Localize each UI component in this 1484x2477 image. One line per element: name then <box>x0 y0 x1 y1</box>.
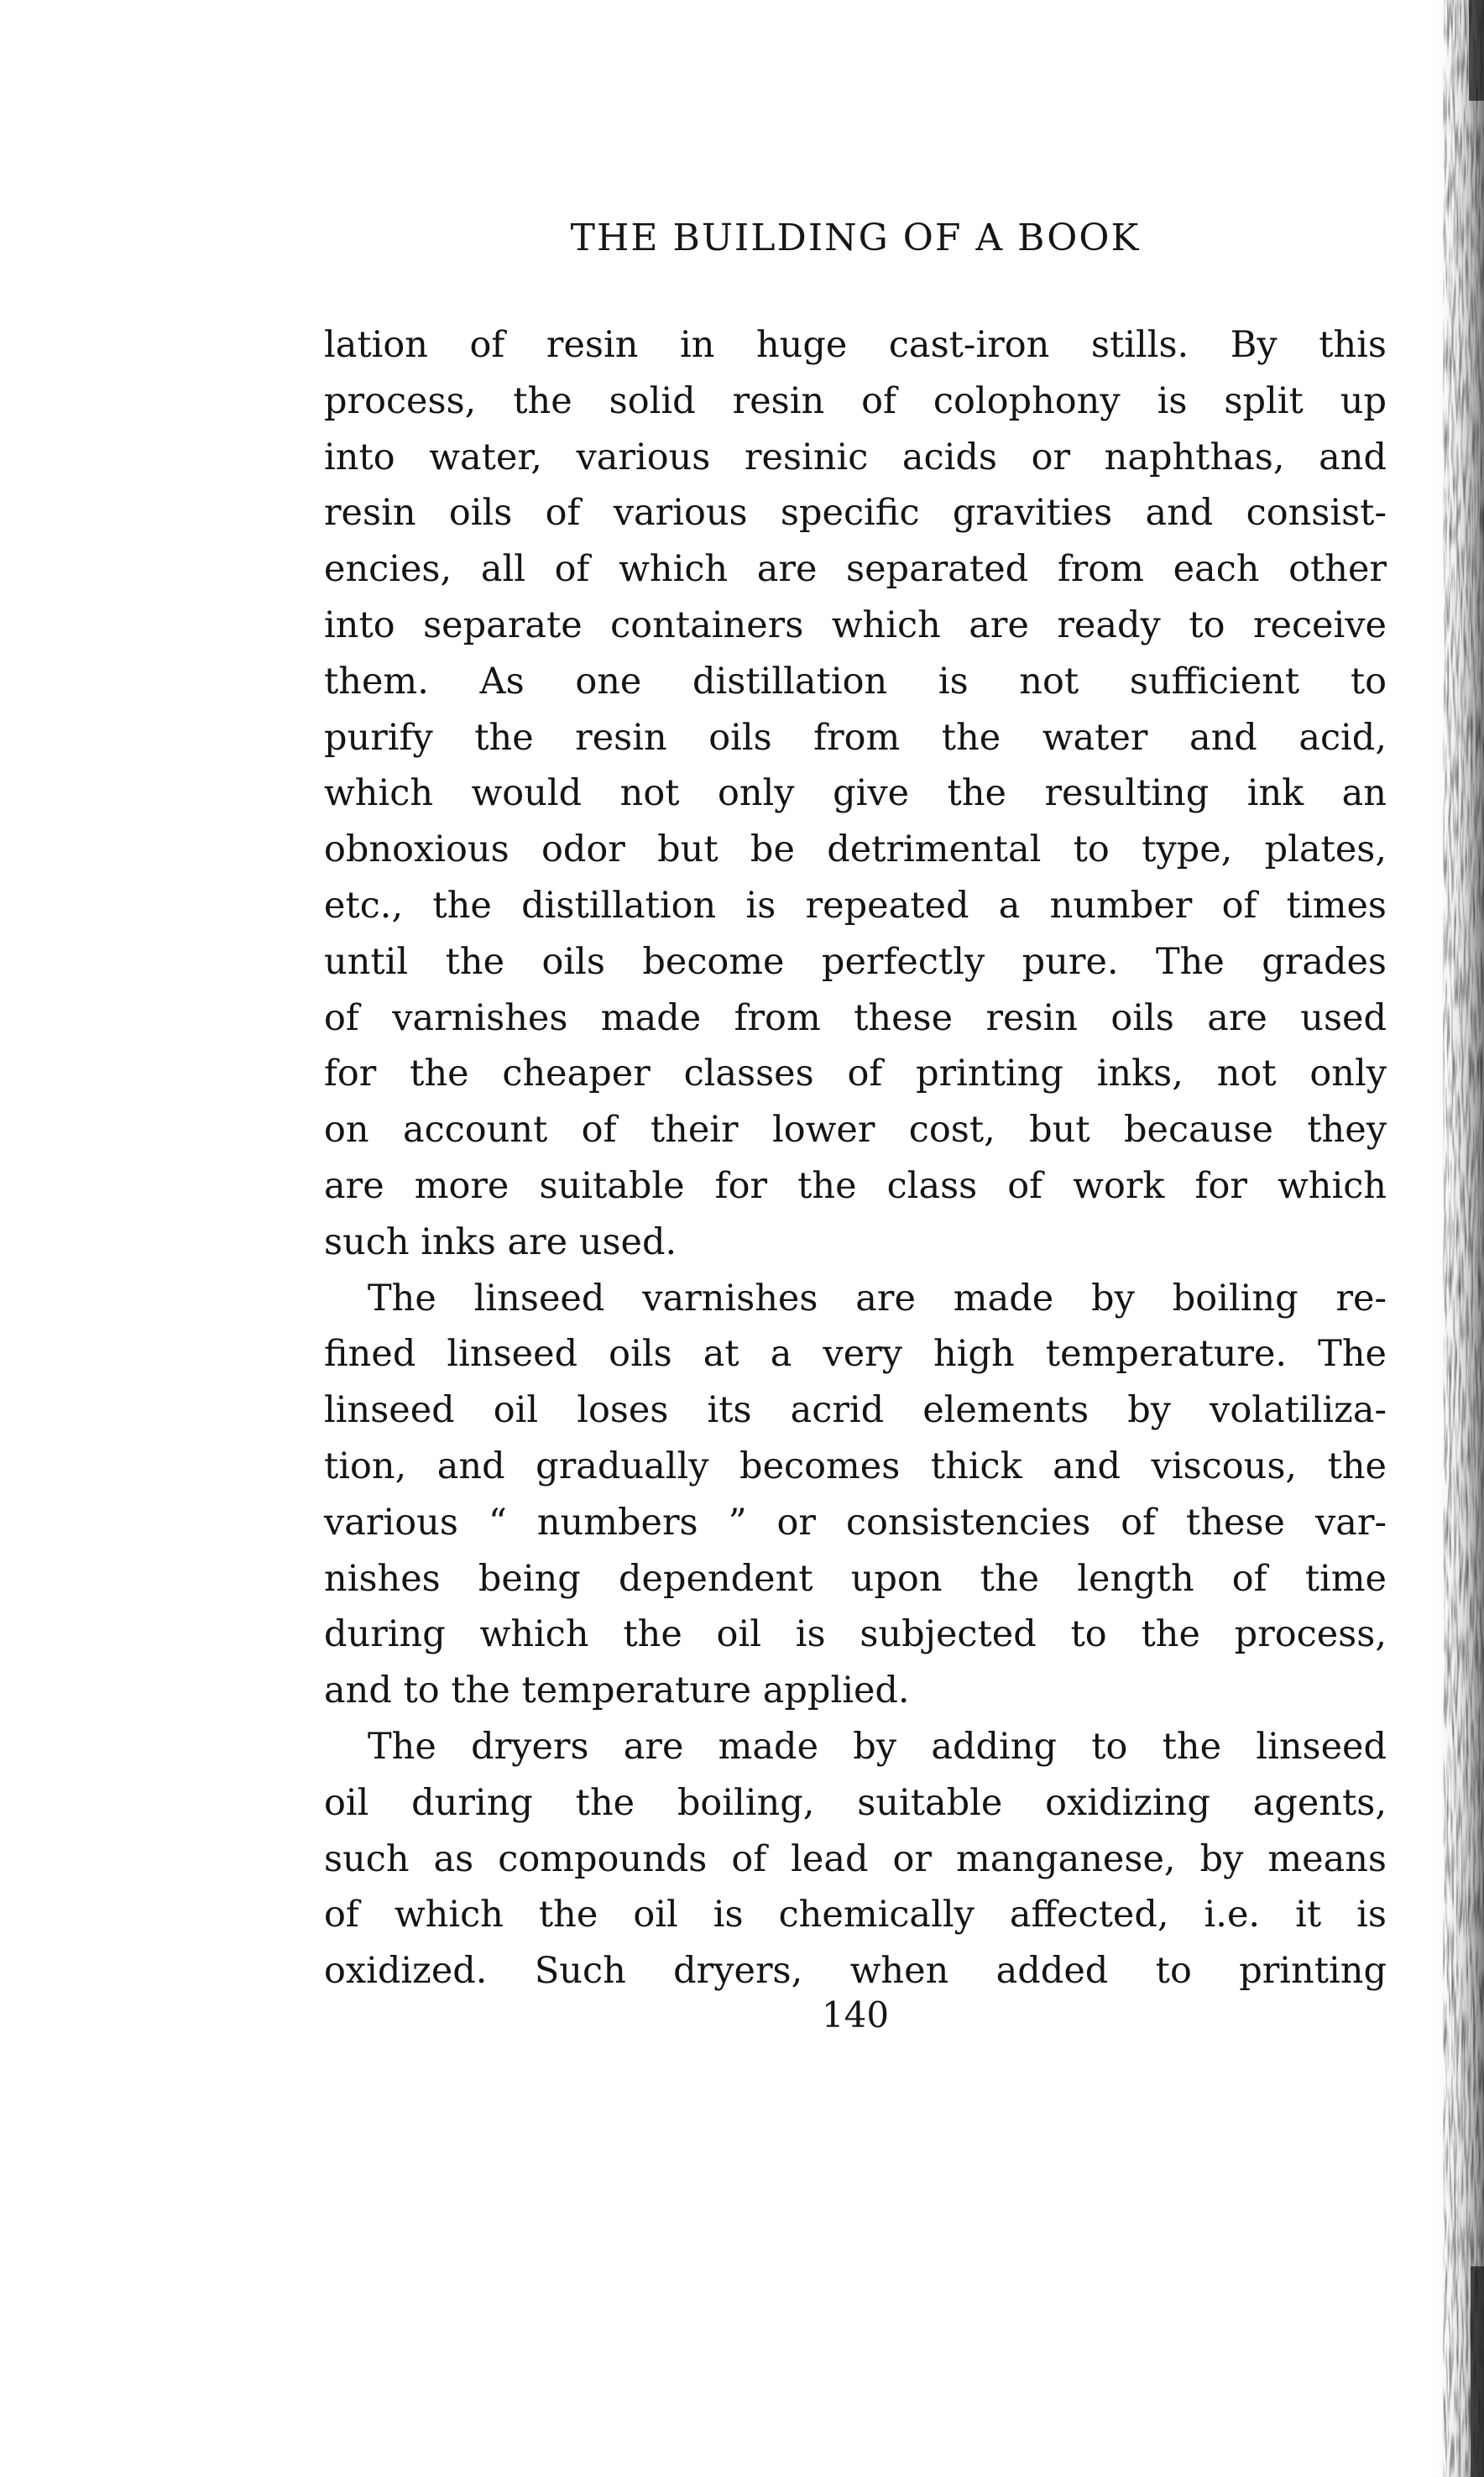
text-line: of which the oil is chemically affected, i.e. it is <box>324 1894 1387 1936</box>
text-line: The linseed varnishes are made by boiling re- <box>368 1277 1387 1319</box>
running-head: THE BUILDING OF A BOOK <box>570 217 1141 259</box>
text-line: various “ numbers ” or consistencies of these var- <box>324 1501 1387 1544</box>
text-line: are more suitable for the class of work for which <box>324 1164 1387 1207</box>
text-line: on account of their lower cost, but because they <box>324 1109 1387 1152</box>
text-line: nishes being dependent upon the length of time <box>324 1557 1387 1600</box>
paragraph-1 <box>324 317 1387 1271</box>
paragraph-2 <box>324 1271 1387 1719</box>
text-line: tion, and gradually becomes thick and viscous, the <box>324 1445 1387 1487</box>
text-line: for the cheaper classes of printing inks, not only <box>324 1053 1387 1095</box>
body-text <box>324 317 1387 1999</box>
text-line: resin oils of various specific gravities and consist- <box>324 492 1387 535</box>
text-line: of varnishes made from these resin oils are used <box>324 996 1387 1039</box>
page-edge-shadow <box>1430 0 1484 2477</box>
text-line: fined linseed oils at a very high temperature. The <box>324 1333 1387 1376</box>
paragraph-3 <box>324 1719 1387 1999</box>
text-line: which would not only give the resulting ink an <box>324 772 1387 815</box>
text-line: during which the oil is subjected to the process, <box>324 1613 1387 1656</box>
text-line: purify the resin oils from the water and acid, <box>324 716 1387 759</box>
text-line: such as compounds of lead or manganese, by means <box>324 1837 1387 1880</box>
text-line: and to the temperature applied. <box>324 1670 910 1712</box>
text-line: oil during the boiling, suitable oxidizing agents, <box>324 1781 1387 1824</box>
text-line: into separate containers which are ready to receive <box>324 604 1387 646</box>
text-line: etc., the distillation is repeated a number of times <box>324 884 1387 927</box>
text-line: into water, various resinic acids or naphthas, and <box>324 436 1387 478</box>
text-line: The dryers are made by adding to the linseed <box>368 1725 1387 1768</box>
text-line: until the oils become perfectly pure. The grades <box>324 940 1387 983</box>
text-line: obnoxious odor but be detrimental to type, plates, <box>324 828 1387 871</box>
text-line: such inks are used. <box>324 1220 677 1263</box>
text-line: encies, all of which are separated from each other <box>324 548 1387 591</box>
text-line: linseed oil loses its acrid elements by volatiliza- <box>324 1389 1387 1432</box>
text-line: lation of resin in huge cast-iron stills. By this <box>324 324 1387 366</box>
text-line: oxidized. Such dryers, when added to printing <box>324 1950 1387 1993</box>
page-number: 140 <box>821 1994 890 2035</box>
text-line: them. As one distillation is not sufficient to <box>324 660 1387 703</box>
text-line: process, the solid resin of colophony is split up <box>324 379 1387 422</box>
